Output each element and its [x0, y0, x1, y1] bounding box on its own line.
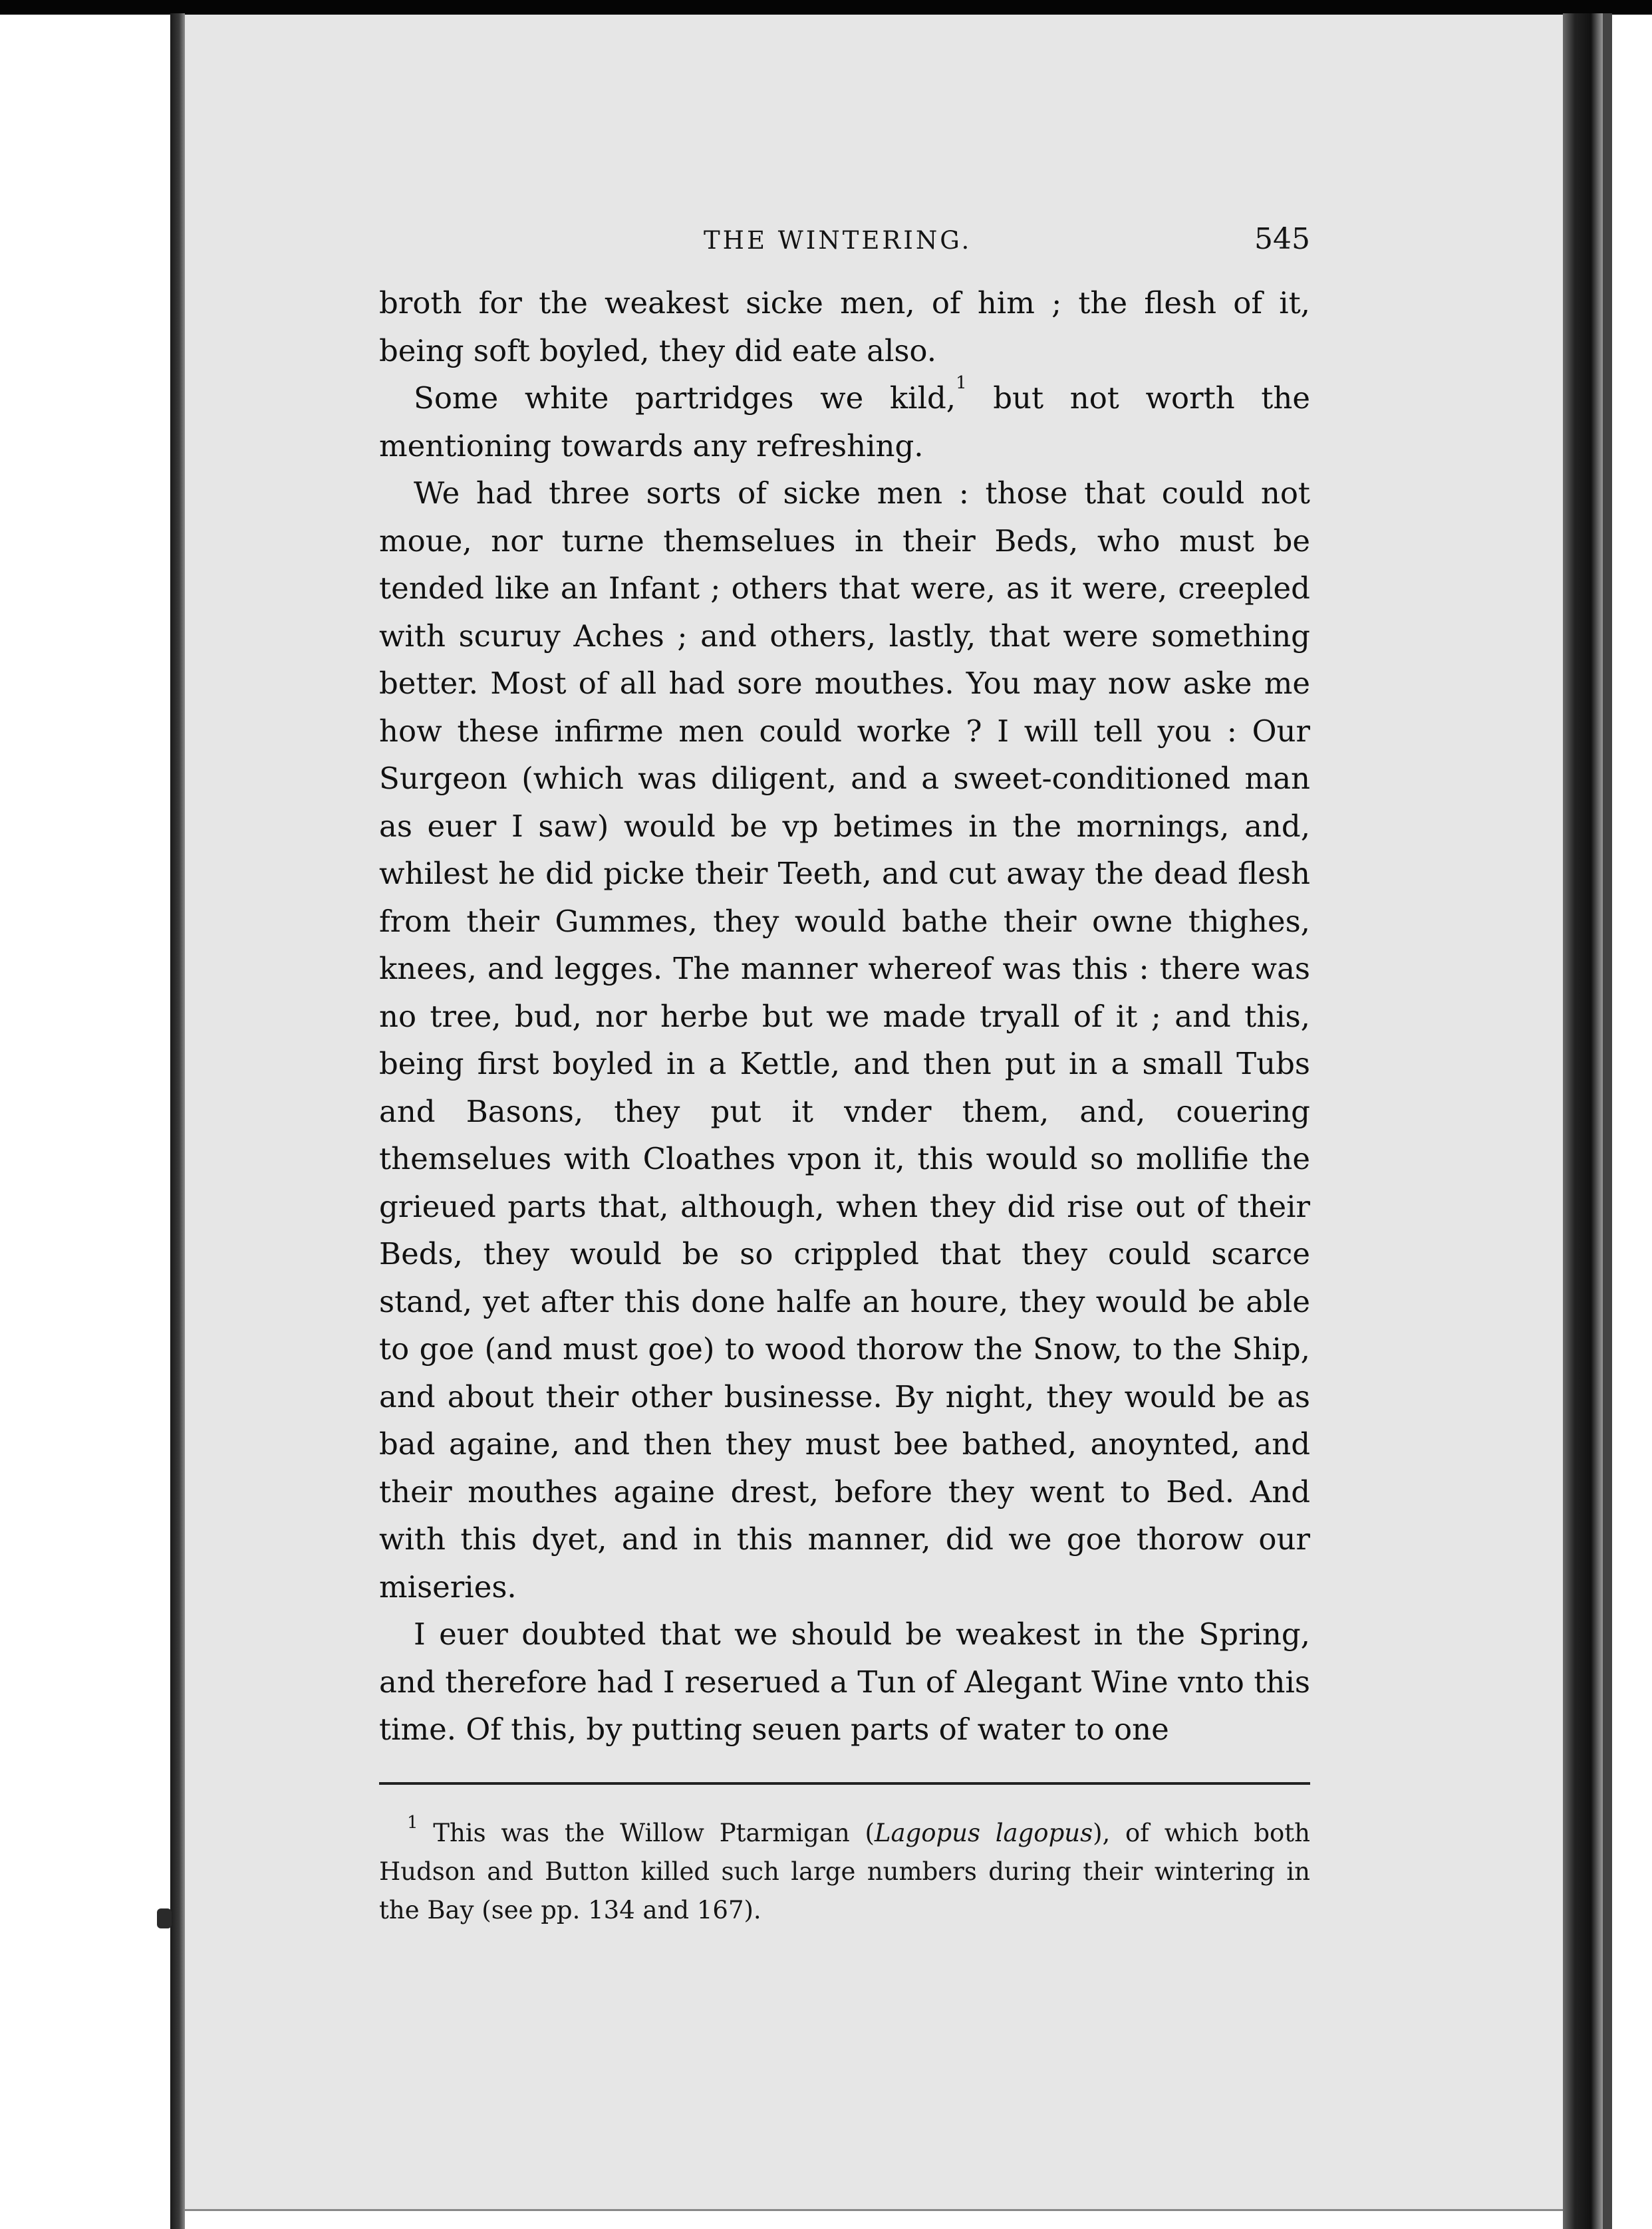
paragraph-2-text-b: but not worth the mentioning towards any refreshing.: [379, 380, 1310, 463]
footnote-reference: 1: [956, 373, 967, 393]
footnote-text-a: This was the Willow Ptarmigan (: [433, 1819, 875, 1847]
body-text: [379, 279, 1310, 1754]
footnote-divider: [379, 1782, 1310, 1785]
running-title: THE WINTERING.: [704, 226, 972, 255]
paragraph-4: I euer doubted that we should be weakest in the Spring, and therefore had I reserued a Tun of Alegant Wine vnto this time. Of this, by putting seuen parts of water to one: [379, 1617, 1310, 1747]
paragraph-3: We had three sorts of sicke men : those that could not moue, nor turne themselues in their Beds, who must be tended like an Infant ; others that were, as it were, creepled with scuruy Aches ; and others, lastly, that were something better. Most of all had sore mouthes. You may now aske me how these infirme men could worke ? I will tell you : Our Surgeon (which was diligent, and a sweet-conditioned man as euer I saw) would be vp betimes in the mornings, and, whilest he did picke their Teeth, and cut away the dead flesh from their Gummes, they would bathe their owne thighes, knees, and legges. The manner whereof was this : there was no tree, bud, nor herbe but we made tryall of it ; and this, being first boyled in a Kettle, and then put in a small Tubs and Basons, they put it vnder them, and, couering themselues with Cloathes vpon it, this would so mollifie the grieued parts that, although, when they did rise out of their Beds, they would be so crippled that they could scarce stand, yet after this done halfe an houre, they would be able to goe (and must goe) to wood thorow the Snow, to the Ship, and about their other businesse. By night, they would be as bad againe, and then they must bee bathed, anoynted, and their mouthes againe drest, before they went to Bed. And with this dyet, and in this manner, did we goe thorow our miseries.: [379, 475, 1310, 1605]
page-right-edge: [1563, 13, 1603, 2229]
page-left-edge: [170, 13, 185, 2229]
paragraph-2: [379, 374, 1310, 469]
footnote-text-b: ), of which both Hudson and Button killed such large numbers during their wintering in the Bay (see pp. 134 and 167).: [379, 1819, 1310, 1924]
margin-mark: [157, 1908, 172, 1928]
paragraph-1: broth for the weakest sicke men, of him ; the flesh of it, being soft boyled, they did eate also.: [379, 285, 1310, 368]
footnote-marker: 1: [407, 1813, 418, 1833]
scan-top-border: [0, 0, 1652, 15]
page-right-binding: [1603, 13, 1612, 2229]
footnote: [379, 1814, 1310, 1930]
page-number: 545: [1254, 222, 1310, 256]
paragraph-2-text-a: Some white partridges we kild,: [414, 380, 956, 416]
running-head: [379, 222, 1310, 266]
footnote-latin-name: Lagopus lagopus: [874, 1819, 1093, 1847]
